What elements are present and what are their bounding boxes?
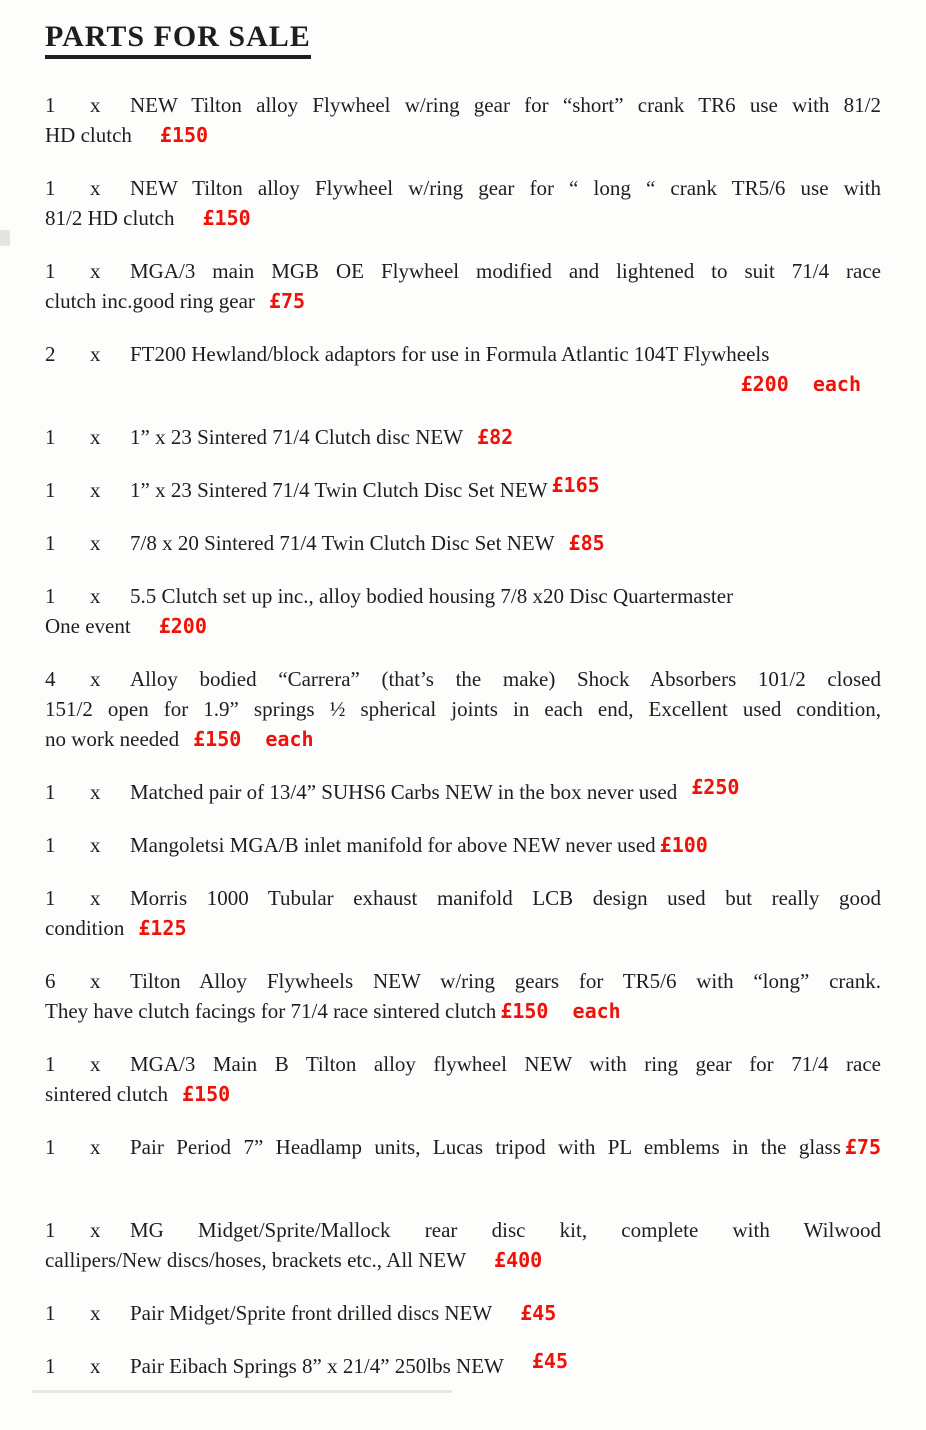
item-description: Alloy bodied “Carrera” (that’s the make) Shock Absorbers 101/2 closed: [130, 667, 881, 691]
item-price: £150: [159, 123, 209, 147]
sale-item: [45, 1132, 881, 1162]
sale-item: [45, 1215, 881, 1275]
item-description: clutch inc.good ring gear: [45, 289, 255, 313]
item-line: [45, 528, 881, 558]
item-line: [45, 777, 881, 807]
item-price: £75: [268, 289, 306, 313]
item-quantity: 1: [45, 1052, 56, 1076]
item-line: [45, 996, 881, 1026]
item-times-label: x: [90, 176, 101, 200]
item-price: £200: [158, 614, 207, 638]
item-quantity: 1: [45, 1135, 56, 1159]
page-title: PARTS FOR SALE: [45, 20, 881, 54]
item-description: callipers/New discs/hoses, brackets etc., All NEW: [45, 1248, 467, 1272]
item-times-label: x: [90, 342, 101, 366]
item-description: Pair Eibach Springs 8” x 21/4” 250lbs NEW: [130, 1354, 504, 1378]
item-price: £45: [520, 1301, 557, 1325]
item-description: 151/2 open for 1.9” springs ½ spherical joints in each end, Excellent used condition,: [45, 697, 881, 721]
item-line: [45, 203, 881, 233]
item-description: 1” x 23 Sintered 71/4 Clutch disc NEW: [130, 425, 464, 449]
item-times-label: x: [90, 1218, 101, 1242]
item-quantity: 1: [45, 531, 56, 555]
item-times-label: x: [90, 969, 101, 993]
item-description: 5.5 Clutch set up inc., alloy bodied housing 7/8 x20 Disc Quartermaster: [130, 584, 734, 608]
item-price: £150 each: [193, 727, 314, 751]
sale-item: [45, 664, 881, 754]
item-line: [45, 475, 881, 505]
item-quantity: 1: [45, 1301, 56, 1325]
sale-item: [45, 830, 881, 860]
item-line: [45, 724, 881, 754]
item-quantity: 2: [45, 342, 56, 366]
item-quantity: 1: [45, 425, 56, 449]
item-line: [45, 339, 881, 369]
item-description: condition: [45, 916, 125, 940]
item-description: Pair Midget/Sprite front drilled discs NEW: [130, 1301, 493, 1325]
item-description: MGA/3 Main B Tilton alloy flywheel NEW with ring gear for 71/4 race: [130, 1052, 881, 1076]
item-description: FT200 Hewland/block adaptors for use in Formula Atlantic 104T Flywheels: [130, 342, 770, 366]
item-description: Matched pair of 13/4” SUHS6 Carbs NEW in the box never used: [130, 780, 678, 804]
sale-item: [45, 256, 881, 316]
item-line: [45, 422, 881, 452]
item-line: [45, 90, 881, 120]
item-times-label: x: [90, 259, 101, 283]
item-price: £400: [494, 1248, 543, 1272]
sale-item: [45, 528, 881, 558]
item-description: no work needed: [45, 727, 180, 751]
item-line: [45, 913, 881, 943]
item-line: [45, 1351, 881, 1381]
sale-item: [45, 173, 881, 233]
sale-item: [45, 90, 881, 150]
item-line: [45, 256, 881, 286]
sale-item: [45, 475, 881, 505]
item-line: [45, 1298, 881, 1328]
item-price: £150 each: [500, 999, 621, 1023]
item-description: 7/8 x 20 Sintered 71/4 Twin Clutch Disc Set NEW: [130, 531, 555, 555]
item-description: Pair Period 7” Headlamp units, Lucas tripod with PL emblems in the glass: [130, 1135, 841, 1159]
item-price: £165: [551, 473, 600, 497]
item-quantity: 1: [45, 584, 56, 608]
item-description: 1” x 23 Sintered 71/4 Twin Clutch Disc Set NEW: [130, 478, 548, 502]
item-times-label: x: [90, 531, 101, 555]
item-price: £150: [182, 1082, 231, 1106]
sale-item: [45, 1049, 881, 1109]
item-times-label: x: [90, 833, 101, 857]
item-quantity: 1: [45, 93, 56, 117]
item-times-label: x: [90, 1354, 101, 1378]
item-quantity: 1: [45, 886, 56, 910]
item-line: [45, 286, 881, 316]
item-line: [45, 120, 881, 150]
item-times-label: x: [90, 584, 101, 608]
item-times-label: x: [90, 886, 101, 910]
item-line: [45, 966, 881, 996]
item-line: [45, 1049, 881, 1079]
item-description: MGA/3 main MGB OE Flywheel modified and lightened to suit 71/4 race: [130, 259, 881, 283]
sale-item: [45, 1298, 881, 1328]
item-description: One event: [45, 614, 131, 638]
item-description: 81/2 HD clutch: [45, 206, 175, 230]
item-description: Mangoletsi MGA/B inlet manifold for above NEW never used: [130, 833, 656, 857]
item-price: £250: [691, 775, 740, 799]
item-description: NEW Tilton alloy Flywheel w/ring gear for “ long “ crank TR5/6 use with: [130, 176, 881, 200]
item-line: [45, 830, 881, 860]
item-quantity: 6: [45, 969, 56, 993]
sale-item: [45, 581, 881, 641]
sale-item: [45, 339, 881, 399]
item-line: [45, 883, 881, 913]
item-price: £125: [138, 916, 187, 940]
item-quantity: 1: [45, 176, 56, 200]
item-description: They have clutch facings for 71/4 race sintered clutch: [45, 999, 497, 1023]
item-description: Morris 1000 Tubular exhaust manifold LCB design used but really good: [130, 886, 881, 910]
item-quantity: 1: [45, 259, 56, 283]
item-description: HD clutch: [45, 123, 132, 147]
sale-item: [45, 966, 881, 1026]
item-line: [45, 581, 881, 611]
item-quantity: 1: [45, 478, 56, 502]
item-price: £75: [844, 1135, 881, 1159]
item-description: MG Midget/Sprite/Mallock rear disc kit, complete with Wilwood: [130, 1218, 881, 1242]
item-line: [45, 1132, 881, 1162]
item-line: [45, 1215, 881, 1245]
item-line: [45, 694, 881, 724]
item-line: [45, 664, 881, 694]
item-quantity: 1: [45, 1218, 56, 1242]
item-price: £100: [659, 833, 708, 857]
item-times-label: x: [90, 425, 101, 449]
item-line: [45, 173, 881, 203]
item-line: [45, 1245, 881, 1275]
item-times-label: x: [90, 667, 101, 691]
item-price: £200 each: [740, 372, 861, 396]
sale-item: [45, 883, 881, 943]
item-price: £150: [202, 206, 251, 230]
item-times-label: x: [90, 478, 101, 502]
item-times-label: x: [90, 780, 101, 804]
item-price: £85: [568, 531, 605, 555]
scan-artifact-line: [32, 1390, 452, 1393]
item-times-label: x: [90, 1135, 101, 1159]
item-price: £82: [477, 425, 514, 449]
item-price: £45: [531, 1349, 568, 1373]
item-times-label: x: [90, 93, 101, 117]
item-times-label: x: [90, 1052, 101, 1076]
item-line: [45, 1079, 881, 1109]
sale-item: [45, 1351, 881, 1381]
item-description: NEW Tilton alloy Flywheel w/ring gear for “short” crank TR6 use with 81/2: [130, 93, 881, 117]
sale-item: [45, 777, 881, 807]
item-quantity: 1: [45, 780, 56, 804]
item-line: [45, 611, 881, 641]
item-quantity: 4: [45, 667, 56, 691]
item-description: sintered clutch: [45, 1082, 169, 1106]
items-list: [45, 90, 881, 1381]
item-quantity: 1: [45, 833, 56, 857]
item-line: [45, 369, 881, 399]
item-description: Tilton Alloy Flywheels NEW w/ring gears for TR5/6 with “long” crank.: [130, 969, 881, 993]
sale-item: [45, 422, 881, 452]
item-quantity: 1: [45, 1354, 56, 1378]
item-times-label: x: [90, 1301, 101, 1325]
